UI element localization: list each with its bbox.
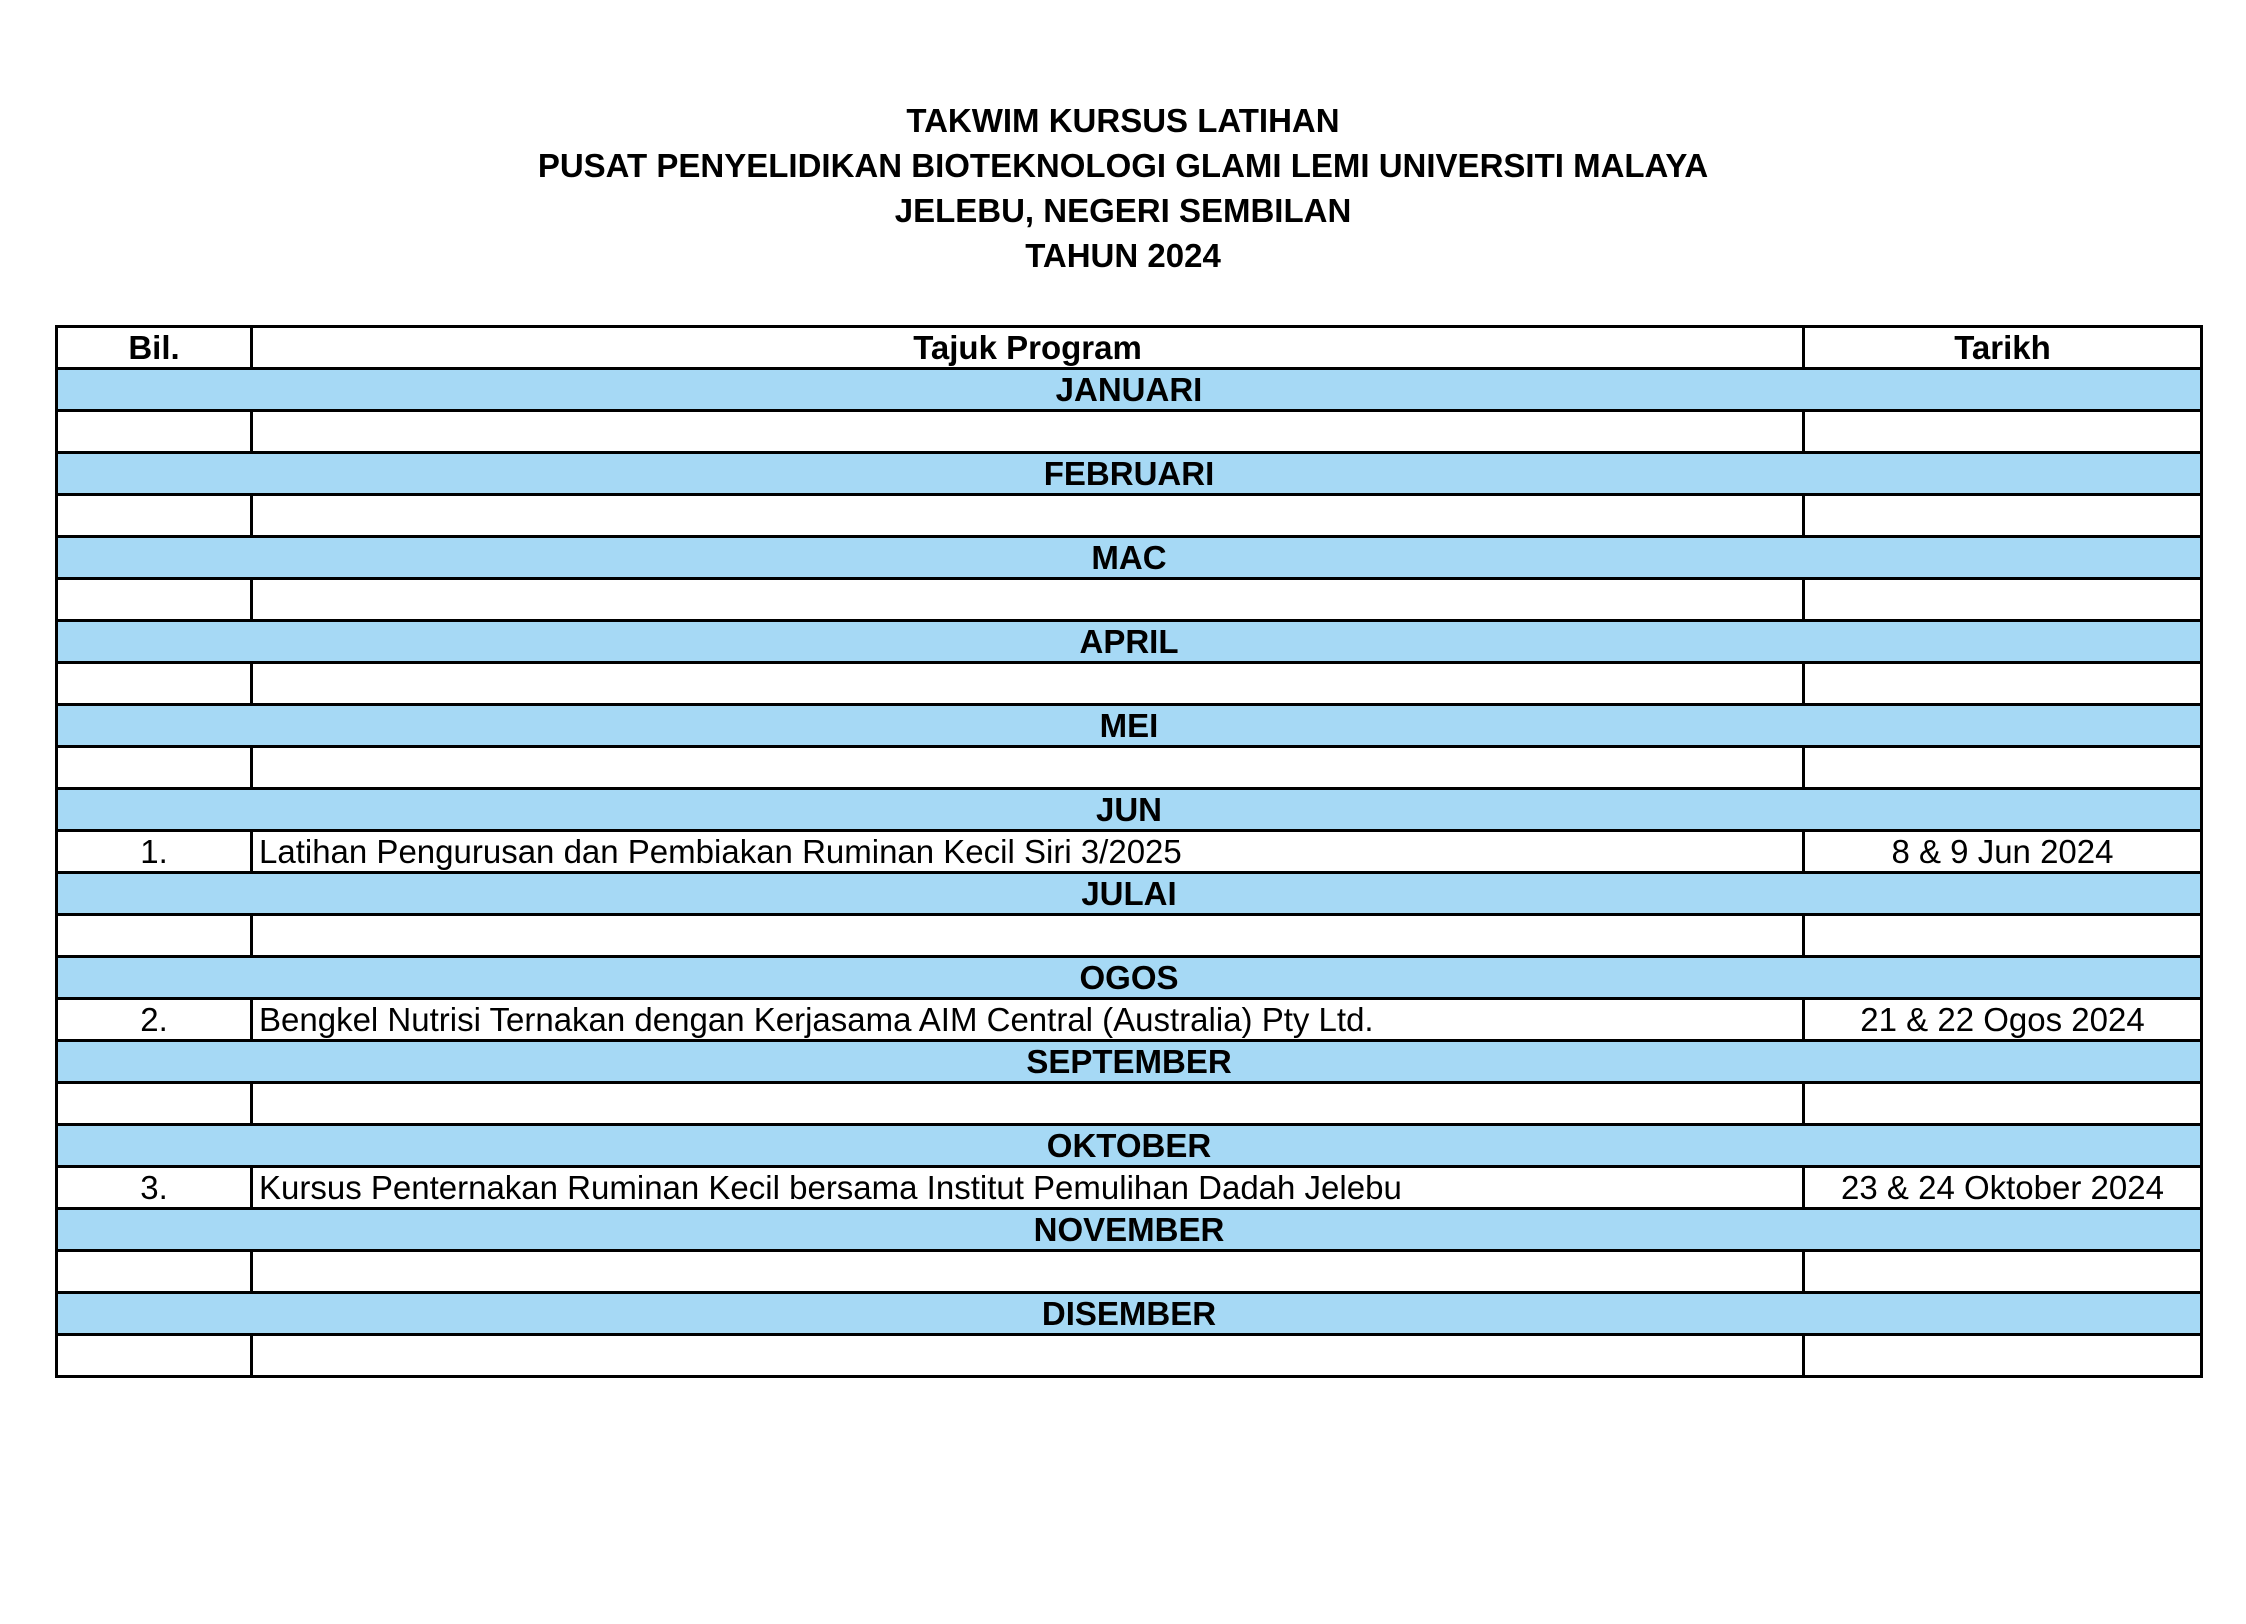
cell-program-title (252, 1083, 1804, 1125)
cell-program-title: Kursus Penternakan Ruminan Kecil bersama Institut Pemulihan Dadah Jelebu (252, 1167, 1804, 1209)
month-label: JANUARI (57, 369, 2202, 411)
cell-program-title: Bengkel Nutrisi Ternakan dengan Kerjasama AIM Central (Australia) Pty Ltd. (252, 999, 1804, 1041)
cell-program-title (252, 1335, 1804, 1377)
table-row (57, 411, 2202, 453)
table-header-row (57, 327, 2202, 369)
column-header-bil: Bil. (57, 327, 252, 369)
column-header-date: Tarikh (1804, 327, 2202, 369)
cell-bil (57, 1335, 252, 1377)
cell-program-title (252, 495, 1804, 537)
month-label: OGOS (57, 957, 2202, 999)
month-row (57, 789, 2202, 831)
month-row (57, 1209, 2202, 1251)
table-row (57, 495, 2202, 537)
table-row (57, 663, 2202, 705)
cell-date (1804, 411, 2202, 453)
month-row (57, 537, 2202, 579)
table-row (57, 915, 2202, 957)
cell-program-title (252, 579, 1804, 621)
table-row (57, 1251, 2202, 1293)
table-row (57, 1335, 2202, 1377)
cell-bil (57, 663, 252, 705)
month-row (57, 453, 2202, 495)
institution-name: PUSAT PENYELIDIKAN BIOTEKNOLOGI GLAMI LEMI UNIVERSITI MALAYA (537, 147, 1709, 184)
month-row (57, 621, 2202, 663)
location-line: JELEBU, NEGERI SEMBILAN (894, 192, 1352, 229)
document-title: TAKWIM KURSUS LATIHAN (906, 102, 1340, 139)
month-label: JULAI (57, 873, 2202, 915)
month-label: APRIL (57, 621, 2202, 663)
table-row (57, 1083, 2202, 1125)
month-label: DISEMBER (57, 1293, 2202, 1335)
year-line: TAHUN 2024 (1025, 237, 1221, 274)
month-label: MEI (57, 705, 2202, 747)
cell-date (1804, 1335, 2202, 1377)
cell-date (1804, 1083, 2202, 1125)
cell-program-title (252, 663, 1804, 705)
month-row (57, 705, 2202, 747)
table-row (57, 1167, 2202, 1209)
column-header-title: Tajuk Program (252, 327, 1804, 369)
cell-date (1804, 747, 2202, 789)
cell-date (1804, 663, 2202, 705)
calendar-body (57, 369, 2202, 1377)
cell-bil (57, 915, 252, 957)
cell-date (1804, 495, 2202, 537)
cell-bil: 1. (57, 831, 252, 873)
month-row (57, 1125, 2202, 1167)
table-row (57, 999, 2202, 1041)
cell-bil (57, 495, 252, 537)
cell-date (1804, 1251, 2202, 1293)
month-label: FEBRUARI (57, 453, 2202, 495)
cell-date (1804, 915, 2202, 957)
month-label: OKTOBER (57, 1125, 2202, 1167)
table-row (57, 831, 2202, 873)
month-row (57, 1293, 2202, 1335)
cell-bil (57, 747, 252, 789)
cell-program-title: Latihan Pengurusan dan Pembiakan Ruminan Kecil Siri 3/2025 (252, 831, 1804, 873)
month-label: NOVEMBER (57, 1209, 2202, 1251)
cell-date: 8 & 9 Jun 2024 (1804, 831, 2202, 873)
document-header (0, 98, 2246, 278)
cell-bil (57, 1251, 252, 1293)
cell-bil: 2. (57, 999, 252, 1041)
month-row (57, 1041, 2202, 1083)
month-row (57, 369, 2202, 411)
cell-date: 23 & 24 Oktober 2024 (1804, 1167, 2202, 1209)
month-label: JUN (57, 789, 2202, 831)
table-row (57, 579, 2202, 621)
cell-bil: 3. (57, 1167, 252, 1209)
table-row (57, 747, 2202, 789)
cell-program-title (252, 915, 1804, 957)
cell-bil (57, 411, 252, 453)
month-label: MAC (57, 537, 2202, 579)
cell-bil (57, 1083, 252, 1125)
cell-date: 21 & 22 Ogos 2024 (1804, 999, 2202, 1041)
cell-bil (57, 579, 252, 621)
month-row (57, 957, 2202, 999)
month-row (57, 873, 2202, 915)
cell-date (1804, 579, 2202, 621)
month-label: SEPTEMBER (57, 1041, 2202, 1083)
training-calendar-table (55, 325, 2203, 1378)
cell-program-title (252, 411, 1804, 453)
cell-program-title (252, 1251, 1804, 1293)
cell-program-title (252, 747, 1804, 789)
